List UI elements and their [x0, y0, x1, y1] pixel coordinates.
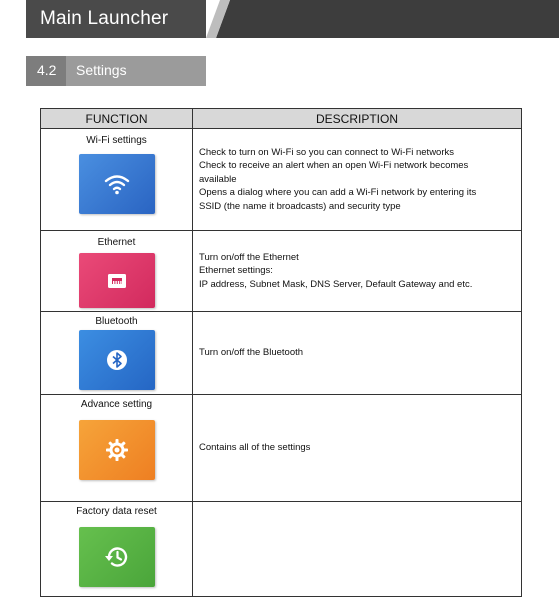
function-cell	[41, 395, 193, 502]
function-label: Bluetooth	[95, 316, 138, 327]
section-title: Settings	[76, 62, 127, 78]
page-header	[0, 0, 559, 38]
table-row	[41, 129, 522, 231]
function-cell	[41, 502, 193, 597]
description-cell	[193, 312, 522, 395]
description-line: Check to turn on Wi-Fi so you can connect to Wi-Fi networks	[199, 146, 455, 158]
column-header-function: FUNCTION	[41, 109, 193, 129]
description-line: SSID (the name it broadcasts) and security type	[199, 200, 401, 212]
description-line: Contains all of the settings	[199, 442, 311, 454]
table-header-row	[41, 109, 522, 129]
description-line: Ethernet settings:	[199, 265, 273, 277]
description-line: Turn on/off the Ethernet	[199, 251, 299, 263]
column-header-description: DESCRIPTION	[193, 109, 522, 129]
restore-clock-icon	[104, 545, 130, 569]
function-cell	[41, 129, 193, 231]
description-line: Turn on/off the Bluetooth	[199, 347, 304, 359]
function-cell	[41, 231, 193, 312]
table-row	[41, 502, 522, 597]
wifi-settings-tile	[79, 154, 155, 214]
table-row	[41, 395, 522, 502]
function-label: Wi-Fi settings	[86, 135, 147, 146]
description-line: IP address, Subnet Mask, DNS Server, Default Gateway and etc.	[199, 278, 473, 290]
header-decorative-bar	[206, 0, 559, 38]
description-line: Check to receive an alert when an open Wi-Fi network becomes	[199, 160, 469, 172]
settings-function-table	[40, 108, 522, 597]
factory-data-reset-tile	[79, 527, 155, 587]
function-label: Factory data reset	[76, 506, 157, 517]
table-row	[41, 312, 522, 395]
function-label: Ethernet	[97, 237, 136, 248]
description-cell	[193, 231, 522, 312]
description-cell	[193, 129, 522, 231]
description-line: Opens a dialog where you can add a Wi-Fi network by entering its	[199, 187, 477, 199]
description-line: available	[199, 173, 237, 185]
bluetooth-icon	[106, 349, 128, 371]
wifi-icon	[104, 173, 130, 195]
section-number: 4.2	[37, 62, 57, 78]
header-title: Main Launcher	[40, 8, 169, 29]
advance-setting-tile	[79, 420, 155, 480]
function-cell	[41, 312, 193, 395]
description-cell	[193, 502, 522, 597]
gear-icon	[105, 438, 129, 462]
description-cell	[193, 395, 522, 502]
ethernet-tile	[79, 253, 155, 308]
bluetooth-tile	[79, 330, 155, 390]
table-row	[41, 231, 522, 312]
function-label: Advance setting	[80, 399, 153, 410]
ethernet-icon	[107, 273, 127, 289]
